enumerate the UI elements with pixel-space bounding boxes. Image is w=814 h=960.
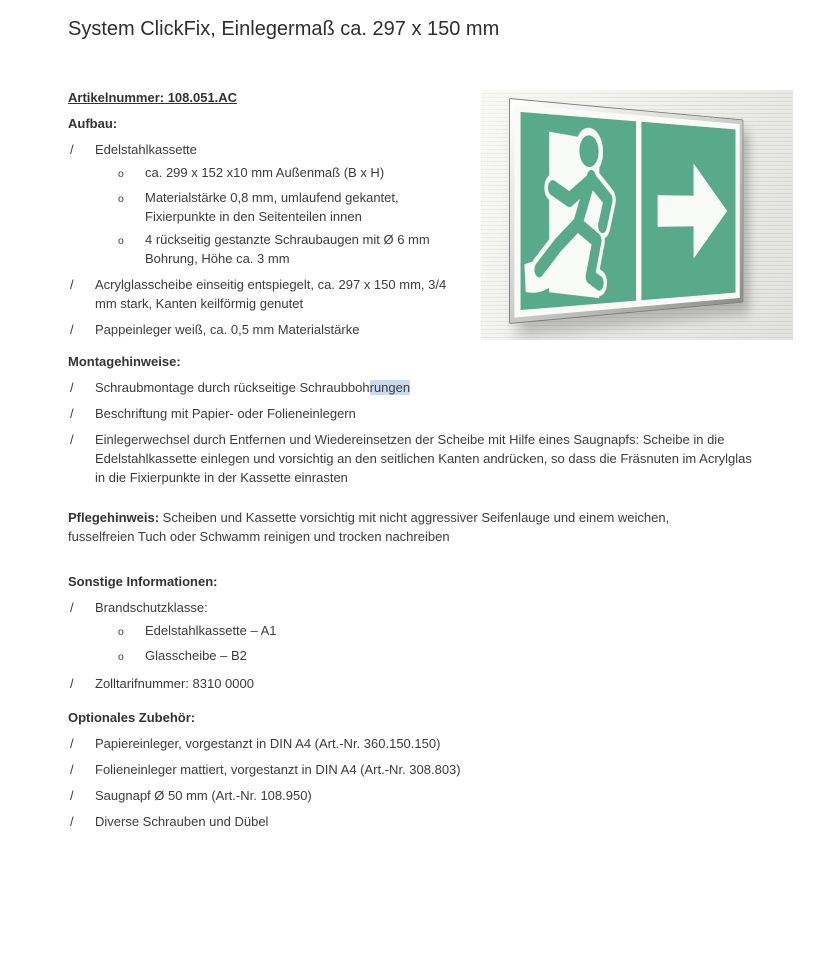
- list-item-text: Acrylglasscheibe einseitig entspiegelt, ca. 297 x 150 mm, 3/4 mm stark, Kanten keilförmig genutet: [95, 277, 447, 311]
- section-heading-aufbau: Aufbau:: [68, 116, 118, 131]
- section-heading-montage: Montagehinweise:: [68, 354, 181, 369]
- section-montage: [0, 352, 814, 487]
- arrow-right-icon: [641, 122, 736, 301]
- list-item: [0, 812, 814, 831]
- bullet-slash-icon: /: [70, 406, 74, 421]
- section-zubehoer: [0, 708, 814, 831]
- list-item-text: ca. 299 x 152 x10 mm Außenmaß (B x H): [145, 165, 385, 180]
- list-item-text: Beschriftung mit Papier- oder Folieneinlegern: [95, 406, 356, 421]
- bullet-circle-icon: o: [118, 168, 124, 180]
- list-item: [0, 760, 814, 779]
- list-item-text: Diverse Schrauben und Dübel: [95, 814, 269, 829]
- list-item: [0, 598, 814, 617]
- bullet-slash-icon: /: [70, 380, 74, 395]
- bullet-slash-icon: /: [70, 600, 74, 615]
- bullet-slash-icon: /: [70, 322, 74, 337]
- bullet-slash-icon: /: [70, 277, 74, 292]
- care-note-label: Pflegehinweis:: [68, 510, 160, 525]
- bullet-circle-icon: o: [118, 651, 124, 663]
- list-item-text: [95, 378, 755, 397]
- article-number: Artikelnummer: 108.051.AC: [68, 90, 238, 105]
- care-note: [68, 508, 722, 546]
- text-plain: Schraubmontage durch rückseitige Schraubboh: [95, 380, 370, 395]
- bullet-slash-icon: /: [70, 788, 74, 803]
- list-item-text: 4 rückseitig gestanzte Schraubaugen mit Ø 6 mm Bohrung, Höhe ca. 3 mm: [145, 232, 430, 266]
- bullet-circle-icon: o: [118, 626, 124, 638]
- bullet-slash-icon: /: [70, 432, 74, 447]
- list-item-text: Materialstärke 0,8 mm, umlaufend gekantet, Fixierpunkte in den Seitenteilen innen: [145, 190, 399, 224]
- list-item-text: Saugnapf Ø 50 mm (Art.-Nr. 108.950): [95, 788, 312, 803]
- bullet-circle-icon: o: [118, 235, 124, 247]
- bullet-slash-icon: /: [70, 676, 74, 691]
- list-item: [0, 404, 814, 423]
- list-item-text: Edelstahlkassette – A1: [145, 623, 277, 638]
- arrow-panel: [641, 122, 736, 301]
- bullet-slash-icon: /: [70, 736, 74, 751]
- list-item: [0, 430, 814, 487]
- list-item-text: Folieneinleger mattiert, vorgestanzt in DIN A4 (Art.-Nr. 308.803): [95, 762, 461, 777]
- list-item-text: Zolltarifnummer: 8310 0000: [95, 676, 254, 691]
- section-sonstige: [0, 572, 814, 693]
- product-photo: [481, 90, 793, 340]
- list-item: [0, 786, 814, 805]
- bullet-slash-icon: /: [70, 762, 74, 777]
- list-item: [0, 674, 814, 693]
- list-item-text: Pappeinleger weiß, ca. 0,5 mm Materialstärke: [95, 322, 360, 337]
- bullet-slash-icon: /: [70, 814, 74, 829]
- list-item: [0, 378, 814, 397]
- running-man-icon: [521, 112, 636, 310]
- care-note-text: Scheiben und Kassette vorsichtig mit nicht aggressiver Seifenlauge und einem weichen, fusselfreien Tuch oder Schwamm reinigen und trocken nachreiben: [68, 510, 670, 544]
- section-pflege: [0, 508, 814, 546]
- sign-white-sheet: [514, 104, 739, 317]
- list-item-text: Glasscheibe – B2: [145, 648, 247, 663]
- list-item-text: Edelstahlkassette: [95, 142, 197, 157]
- list-item: [0, 621, 814, 642]
- sign-panels: [521, 112, 736, 310]
- list-item-text: Brandschutzklasse:: [95, 600, 208, 615]
- running-man-panel: [521, 112, 636, 310]
- text-highlighted: rungen: [369, 380, 411, 395]
- exit-sign: [509, 98, 743, 324]
- page-title: System ClickFix, Einlegermaß ca. 297 x 150 mm: [68, 18, 500, 40]
- list-item-text: Papiereinleger, vorgestanzt in DIN A4 (Art.-Nr. 360.150.150): [95, 736, 441, 751]
- list-item: [0, 734, 814, 753]
- list-item: [0, 646, 814, 667]
- bullet-slash-icon: /: [70, 142, 74, 157]
- list-item-text: Einlegerwechsel durch Entfernen und Wiedereinsetzen der Scheibe mit Hilfe eines Saugnapfs: Scheibe in die Edelstahlkassette einlegen und vorsichtig an den seitlichen Kanten andrücken, so dass die Fräsnuten im Acrylglas in die Fixierpunkte in der Kassette einrasten: [95, 432, 752, 485]
- section-heading-sonstige: Sonstige Informationen:: [68, 574, 218, 589]
- bullet-circle-icon: o: [118, 193, 124, 205]
- section-heading-zubehoer: Optionales Zubehör:: [68, 710, 196, 725]
